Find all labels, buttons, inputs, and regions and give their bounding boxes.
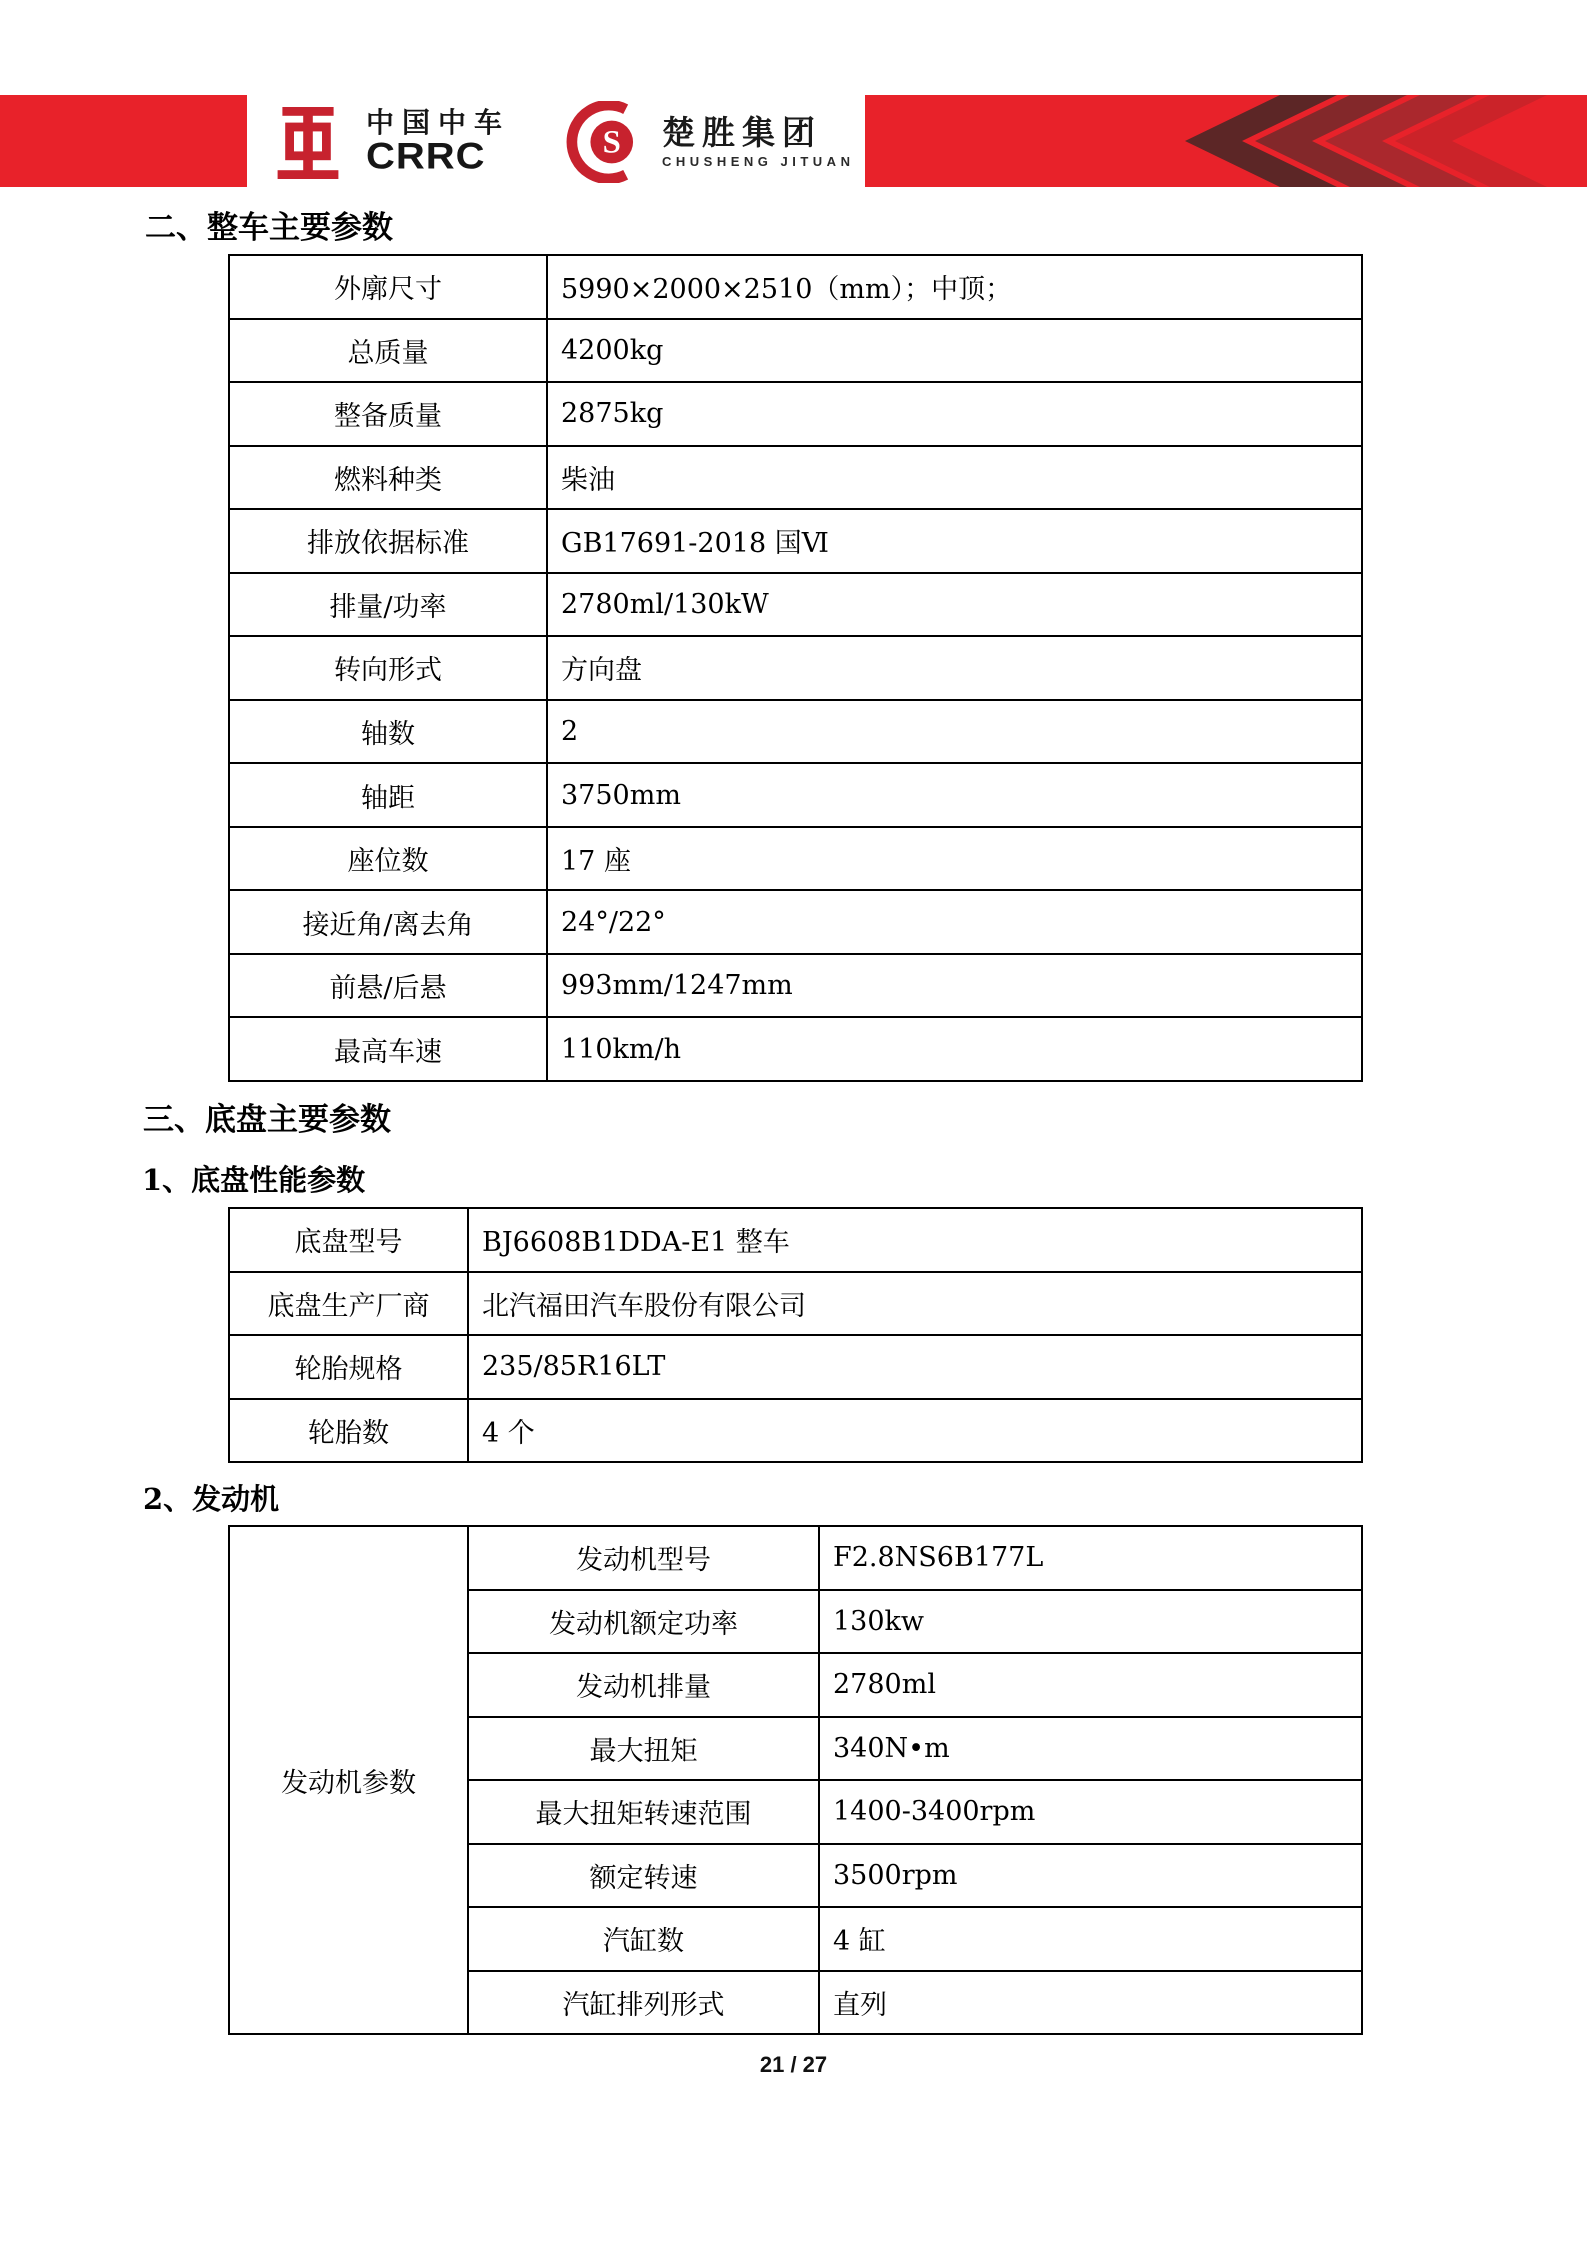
table-row [229, 1017, 1362, 1081]
crrc-en-label: CRRC [366, 135, 486, 177]
label-cell: 最高车速 [229, 1017, 547, 1081]
label-cell: 排量/功率 [229, 573, 547, 637]
chassis-params-heading: 三、底盘主要参数 [143, 1102, 391, 1138]
chusheng-logo [560, 99, 854, 185]
label-cell: 汽缸排列形式 [468, 1971, 819, 2035]
vehicle-params-table [228, 254, 1363, 1082]
table-row [229, 573, 1362, 637]
label-cell: 外廓尺寸 [229, 255, 547, 319]
value-cell: 130kw [819, 1590, 1362, 1654]
value-cell: GB17691-2018 国Ⅵ [547, 509, 1362, 573]
label-cell: 底盘生产厂商 [229, 1272, 468, 1336]
header-red-block-left [0, 95, 247, 187]
value-cell: 北汽福田汽车股份有限公司 [468, 1272, 1362, 1336]
value-cell: 2 [547, 700, 1362, 764]
value-cell: 993mm/1247mm [547, 954, 1362, 1018]
label-cell: 最大扭矩 [468, 1717, 819, 1781]
table-row [229, 890, 1362, 954]
chusheng-cn-label: 楚胜集团 [662, 113, 822, 151]
svg-text:S: S [602, 124, 621, 161]
label-cell: 总质量 [229, 319, 547, 383]
value-cell: 4 个 [468, 1399, 1362, 1463]
table-row [229, 763, 1362, 827]
value-cell: BJ6608B1DDA-E1 整车 [468, 1208, 1362, 1272]
label-cell: 座位数 [229, 827, 547, 891]
label-cell: 接近角/离去角 [229, 890, 547, 954]
page-number: 21 / 27 [759, 2052, 828, 2077]
chusheng-en-label: CHUSHENG JITUAN [662, 154, 855, 170]
value-cell: 2780ml/130kW [547, 573, 1362, 637]
label-cell: 额定转速 [468, 1844, 819, 1908]
value-cell: 直列 [819, 1971, 1362, 2035]
label-cell: 前悬/后悬 [229, 954, 547, 1018]
label-cell: 发动机额定功率 [468, 1590, 819, 1654]
value-cell: 5990×2000×2510（mm）；中顶； [547, 255, 1362, 319]
value-cell: 1400-3400rpm [819, 1780, 1362, 1844]
label-cell: 轮胎数 [229, 1399, 468, 1463]
engine-params-table [228, 1525, 1363, 2035]
value-cell: 2875kg [547, 382, 1362, 446]
value-cell: F2.8NS6B177L [819, 1526, 1362, 1590]
value-cell: 3500rpm [819, 1844, 1362, 1908]
crrc-cn-label: 中国中车 [366, 107, 511, 139]
value-cell: 110km/h [547, 1017, 1362, 1081]
table-row [229, 1335, 1362, 1399]
label-cell: 汽缸数 [468, 1907, 819, 1971]
label-cell: 转向形式 [229, 636, 547, 700]
header-red-block-right [865, 95, 1587, 187]
table-row [229, 509, 1362, 573]
table-row [229, 1526, 1362, 1590]
chassis-performance-table [228, 1207, 1363, 1463]
vehicle-params-heading: 二、整车主要参数 [145, 210, 393, 246]
table-row [229, 446, 1362, 510]
table-row [229, 1399, 1362, 1463]
label-cell: 底盘型号 [229, 1208, 468, 1272]
chusheng-swoosh-mark-icon [560, 101, 652, 183]
crrc-logo-text [366, 108, 510, 177]
value-cell: 2780ml [819, 1653, 1362, 1717]
label-cell: 整备质量 [229, 382, 547, 446]
label-cell: 发动机型号 [468, 1526, 819, 1590]
value-cell: 17 座 [547, 827, 1362, 891]
chusheng-logo-text [662, 115, 854, 169]
engine-heading: 2、发动机 [143, 1482, 280, 1516]
value-cell: 4200kg [547, 319, 1362, 383]
label-cell: 燃料种类 [229, 446, 547, 510]
value-cell: 4 缸 [819, 1907, 1362, 1971]
crrc-che-mark-icon [266, 103, 350, 183]
chevron-arrows-icon [865, 95, 1587, 187]
label-cell: 最大扭矩转速范围 [468, 1780, 819, 1844]
value-cell: 柴油 [547, 446, 1362, 510]
label-cell: 发动机排量 [468, 1653, 819, 1717]
chassis-performance-heading: 1、底盘性能参数 [142, 1163, 366, 1197]
value-cell: 方向盘 [547, 636, 1362, 700]
label-cell: 排放依据标准 [229, 509, 547, 573]
table-row [229, 1208, 1362, 1272]
label-cell: 轴数 [229, 700, 547, 764]
table-row [229, 700, 1362, 764]
merged-label-cell: 发动机参数 [229, 1526, 468, 2034]
table-row [229, 255, 1362, 319]
value-cell: 340N•m [819, 1717, 1362, 1781]
crrc-logo [266, 101, 510, 185]
value-cell: 3750mm [547, 763, 1362, 827]
table-row [229, 636, 1362, 700]
table-row [229, 954, 1362, 1018]
label-cell: 轴距 [229, 763, 547, 827]
value-cell: 235/85R16LT [468, 1335, 1362, 1399]
table-row [229, 827, 1362, 891]
table-row [229, 319, 1362, 383]
label-cell: 轮胎规格 [229, 1335, 468, 1399]
table-row [229, 1272, 1362, 1336]
page-header [0, 95, 1587, 187]
table-row [229, 382, 1362, 446]
value-cell: 24°/22° [547, 890, 1362, 954]
